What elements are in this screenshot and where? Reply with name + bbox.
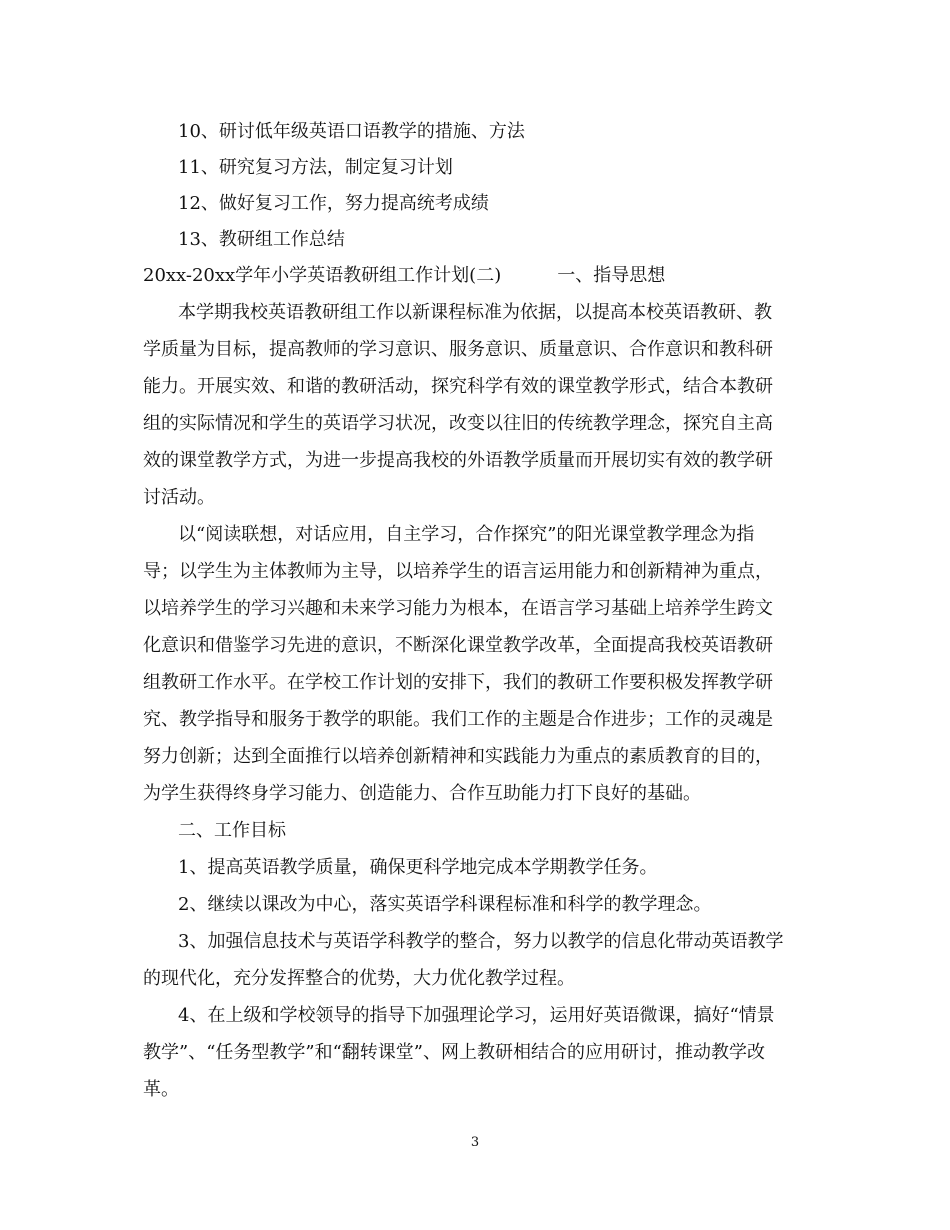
goal-item: 2、继续以课改为中心，落实英语学科课程标准和科学的教学理念。 <box>178 894 712 915</box>
paragraph-line: 究、教学指导和服务于教学的职能。我们工作的主题是合作进步；工作的灵魂是 <box>143 709 773 730</box>
paragraph-line: 效的课堂教学方式，为进一步提高我校的外语教学质量而开展切实有效的教学研 <box>143 450 773 471</box>
paragraph-line: 学质量为目标，提高教师的学习意识、服务意识、质量意识、合作意识和教科研 <box>143 339 773 360</box>
section-heading-line <box>143 264 665 288</box>
section-title: 20xx-20xx学年小学英语教研组工作计划(二) <box>143 265 502 286</box>
paragraph-line: 组的实际情况和学生的英语学习状况，改变以往旧的传统教学理念，探究自主高 <box>143 413 773 434</box>
paragraph-line: 为学生获得终身学习能力、创造能力、合作互助能力打下良好的基础。 <box>143 783 701 804</box>
paragraph-line: 讨活动。 <box>143 487 215 508</box>
paragraph-line: 教学”、“任务型教学”和“翻转课堂”、网上教研相结合的应用研讨，推动教学改 <box>143 1042 766 1063</box>
paragraph-line: 4、在上级和学校领导的指导下加强理论学习，运用好英语微课，搞好“情景 <box>178 1005 775 1026</box>
paragraph-line: 革。 <box>143 1079 179 1100</box>
paragraph-line: 化意识和借鉴学习先进的意识，不断深化课堂教学改革，全面提高我校英语教研 <box>143 635 773 656</box>
paragraph-line: 导；以学生为主体教师为主导，以培养学生的语言运用能力和创新精神为重点， <box>143 561 773 582</box>
paragraph-line: 的现代化，充分发挥整合的优势，大力优化教学过程。 <box>143 968 575 989</box>
paragraph-line: 3、加强信息技术与英语学科教学的整合，努力以教学的信息化带动英语教学 <box>178 931 784 952</box>
section-title-goals: 二、工作目标 <box>178 820 286 841</box>
list-item: 13、教研组工作总结 <box>178 229 345 250</box>
paragraph-line: 以培养学生的学习兴趣和未来学习能力为根本，在语言学习基础上培养学生跨文 <box>143 598 773 619</box>
paragraph-line: 本学期我校英语教研组工作以新课程标准为依据，以提高本校英语教研、教 <box>178 302 772 323</box>
paragraph-line: 能力。开展实效、和谐的教研活动，探究科学有效的课堂教学形式，结合本教研 <box>143 376 773 397</box>
list-item: 10、研讨低年级英语口语教学的措施、方法 <box>178 121 525 142</box>
paragraph-line: 以“阅读联想，对话应用，自主学习，合作探究”的阳光课堂教学理念为指 <box>178 524 755 545</box>
section-subtitle: 一、指导思想 <box>557 265 666 286</box>
page-number: 3 <box>470 1135 480 1150</box>
paragraph-line: 努力创新；达到全面推行以培养创新精神和实践能力为重点的素质教育的目的， <box>143 746 773 767</box>
list-item: 12、做好复习工作，努力提高统考成绩 <box>178 193 489 214</box>
paragraph-line: 组教研工作水平。在学校工作计划的安排下，我们的教研工作要积极发挥教学研 <box>143 672 773 693</box>
list-item: 11、研究复习方法，制定复习计划 <box>178 157 453 178</box>
goal-item: 1、提高英语教学质量，确保更科学地完成本学期教学任务。 <box>178 857 658 878</box>
